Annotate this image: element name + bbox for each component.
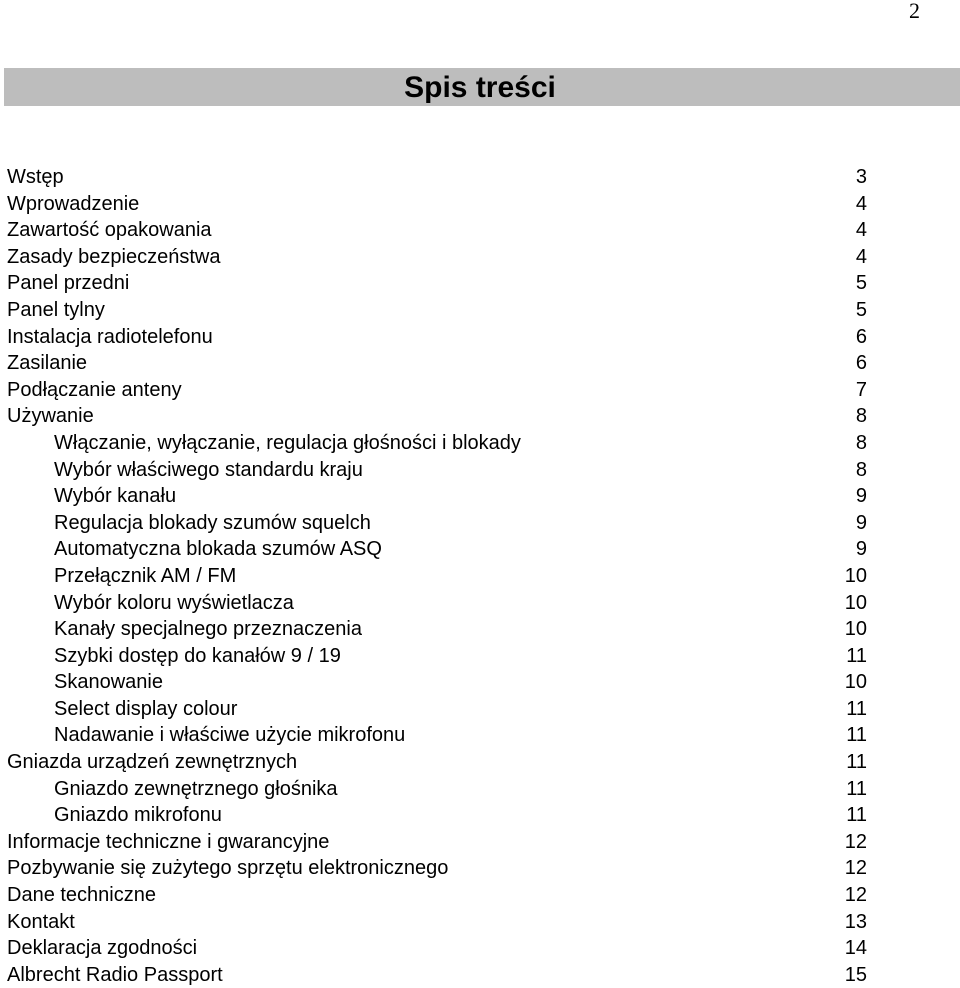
toc-entry[interactable]: [0, 217, 960, 244]
toc-entry-page-number: 8: [855, 431, 867, 454]
toc-entry[interactable]: [0, 802, 960, 829]
toc-entry-label: Zasady bezpieczeństwa: [7, 245, 221, 268]
toc-entry[interactable]: [0, 483, 960, 510]
toc-entry-label: Wybór właściwego standardu kraju: [54, 458, 363, 481]
toc-entry-label: Informacje techniczne i gwarancyjne: [7, 830, 330, 853]
toc-entry-label: Włączanie, wyłączanie, regulacja głośności i blokady: [54, 431, 521, 454]
page-number: 2: [909, 0, 920, 23]
toc-entry[interactable]: [0, 244, 960, 271]
toc-entry[interactable]: [0, 962, 960, 988]
toc-entry-label: Zawartość opakowania: [7, 219, 212, 242]
toc-entry-label: Deklaracja zgodności: [7, 937, 198, 960]
toc-entry-label: Używanie: [7, 405, 94, 428]
toc-entry[interactable]: [0, 696, 960, 723]
toc-entry[interactable]: [0, 510, 960, 537]
toc-entry-label: Kontakt: [7, 910, 75, 933]
toc-entry-page-number: 11: [846, 644, 867, 667]
toc-entry[interactable]: [0, 722, 960, 749]
toc-entry-page-number: 10: [844, 564, 867, 587]
toc-entry[interactable]: [0, 882, 960, 909]
toc-entry[interactable]: [0, 297, 960, 324]
toc-entry-page-number: 9: [855, 538, 867, 561]
toc-entry-page-number: 12: [844, 830, 867, 853]
toc-entry-page-number: 7: [855, 378, 867, 401]
toc-entry-label: Nadawanie i właściwe użycie mikrofonu: [54, 724, 406, 747]
table-of-contents: [0, 164, 960, 988]
page-title: Spis treści: [404, 71, 556, 104]
toc-entry-page-number: 10: [844, 591, 867, 614]
toc-entry[interactable]: [0, 855, 960, 882]
toc-entry[interactable]: [0, 909, 960, 936]
toc-entry-label: Wprowadzenie: [7, 192, 140, 215]
toc-entry-page-number: 14: [844, 937, 867, 960]
toc-entry-label: Panel tylny: [7, 298, 105, 321]
toc-entry[interactable]: [0, 191, 960, 218]
toc-entry-label: Albrecht Radio Passport: [7, 963, 223, 986]
toc-entry-label: Select display colour: [54, 697, 238, 720]
toc-entry-page-number: 11: [846, 751, 867, 774]
toc-entry-page-number: 5: [855, 298, 867, 321]
toc-entry-label: Gniazdo zewnętrznego głośnika: [54, 777, 338, 800]
toc-entry-label: Instalacja radiotelefonu: [7, 325, 213, 348]
toc-entry[interactable]: [0, 616, 960, 643]
toc-entry[interactable]: [0, 403, 960, 430]
toc-entry-page-number: 6: [855, 352, 867, 375]
toc-entry-page-number: 6: [855, 325, 867, 348]
toc-entry-label: Wybór koloru wyświetlacza: [54, 591, 294, 614]
toc-entry-page-number: 4: [855, 219, 867, 242]
toc-entry[interactable]: [0, 935, 960, 962]
toc-entry-label: Automatyczna blokada szumów ASQ: [54, 538, 382, 561]
toc-entry-page-number: 11: [846, 724, 867, 747]
toc-entry-label: Regulacja blokady szumów squelch: [54, 511, 371, 534]
toc-entry[interactable]: [0, 350, 960, 377]
toc-entry-page-number: 10: [844, 618, 867, 641]
toc-entry-label: Dane techniczne: [7, 884, 156, 907]
toc-entry[interactable]: [0, 590, 960, 617]
toc-entry[interactable]: [0, 430, 960, 457]
toc-entry-page-number: 8: [855, 458, 867, 481]
toc-entry-page-number: 10: [844, 671, 867, 694]
toc-entry[interactable]: [0, 669, 960, 696]
toc-entry[interactable]: [0, 324, 960, 351]
toc-entry-page-number: 3: [855, 166, 867, 188]
toc-entry-page-number: 15: [844, 963, 867, 986]
toc-entry-label: Wstęp: [7, 166, 64, 188]
toc-entry[interactable]: [0, 377, 960, 404]
toc-entry[interactable]: [0, 776, 960, 803]
toc-entry-label: Wybór kanału: [54, 485, 177, 508]
toc-entry-page-number: 11: [846, 777, 867, 800]
toc-entry-label: Przełącznik AM / FM: [54, 564, 237, 587]
toc-entry-label: Szybki dostęp do kanałów 9 / 19: [54, 644, 341, 667]
toc-entry-label: Skanowanie: [54, 671, 163, 694]
toc-entry-label: Gniazdo mikrofonu: [54, 804, 222, 827]
toc-entry[interactable]: [0, 536, 960, 563]
toc-entry-label: Podłączanie anteny: [7, 378, 182, 401]
toc-entry-page-number: 4: [855, 245, 867, 268]
toc-entry[interactable]: [0, 643, 960, 670]
toc-entry-page-number: 12: [844, 884, 867, 907]
toc-entry[interactable]: [0, 270, 960, 297]
toc-entry-page-number: 11: [846, 697, 867, 720]
toc-entry-page-number: 8: [855, 405, 867, 428]
toc-entry-label: Panel przedni: [7, 272, 130, 295]
toc-entry-label: Kanały specjalnego przeznaczenia: [54, 618, 362, 641]
toc-entry-page-number: 12: [844, 857, 867, 880]
toc-entry-page-number: 5: [855, 272, 867, 295]
toc-entry-page-number: 11: [846, 804, 867, 827]
toc-entry-label: Pozbywanie się zużytego sprzętu elektronicznego: [7, 857, 449, 880]
toc-entry[interactable]: [0, 457, 960, 484]
toc-entry-label: Zasilanie: [7, 352, 88, 375]
toc-entry-page-number: 9: [855, 511, 867, 534]
toc-entry-page-number: 9: [855, 485, 867, 508]
toc-entry[interactable]: [0, 563, 960, 590]
toc-entry-page-number: 13: [844, 910, 867, 933]
toc-entry[interactable]: [0, 164, 960, 191]
toc-entry[interactable]: [0, 749, 960, 776]
toc-entry[interactable]: [0, 829, 960, 856]
toc-entry-page-number: 4: [855, 192, 867, 215]
toc-entry-label: Gniazda urządzeń zewnętrznych: [7, 751, 298, 774]
